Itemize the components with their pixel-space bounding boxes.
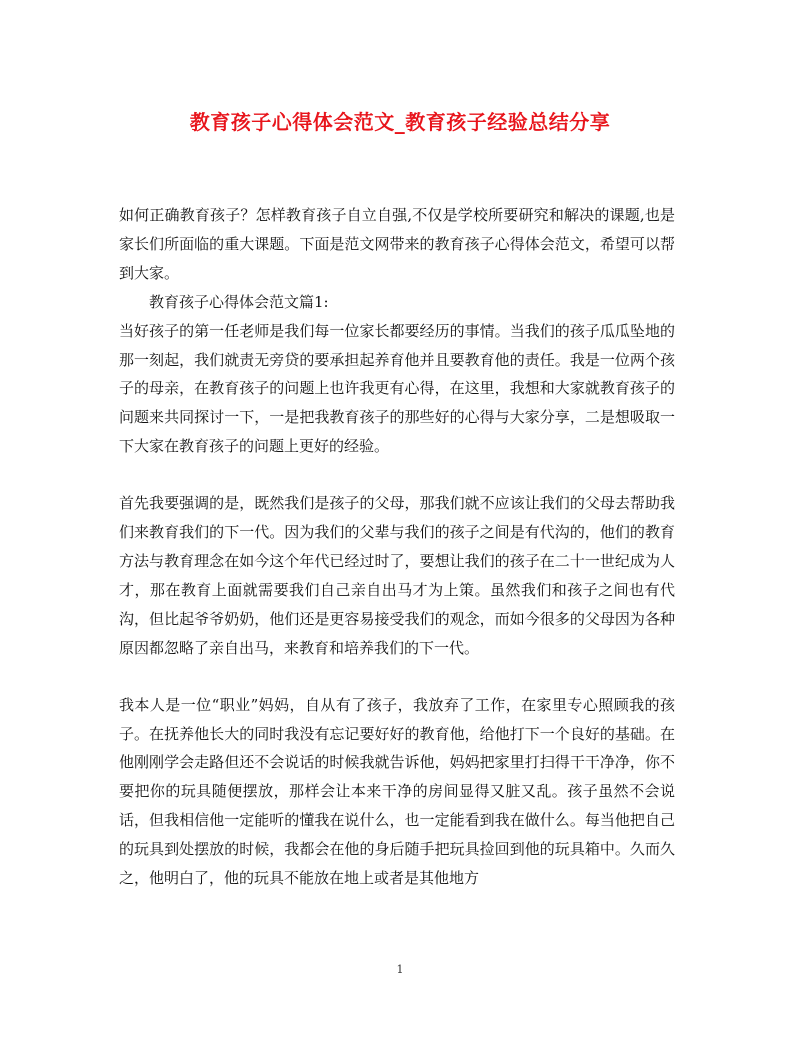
page-number: 1: [396, 963, 404, 976]
body-paragraph-1: 当好孩子的第一任老师是我们每一位家长都要经历的事情。当我们的孩子瓜瓜坠地的那一刻起，我们就责无旁贷的要承担起养育他并且要教育他的责任。我是一位两个孩子的母亲，在教育孩子的问题上也许我更有心得，在这里，我想和大家就教育孩子的问题来共同探讨一下，一是把我教育孩子的那些好的心得与大家分享，二是想吸取一下大家在教育孩子的问题上更好的经验。: [119, 321, 675, 456]
paragraph-gap: [119, 663, 675, 691]
document-body: [119, 201, 675, 893]
section-subheading: 教育孩子心得体会范文篇1:: [149, 292, 329, 311]
body-paragraph-2: 首先我要强调的是，既然我们是孩子的父母，那我们就不应该让我们的父母去帮助我们来教育我们的下一代。因为我们的父辈与我们的孩子之间是有代沟的，他们的教育方法与教育理念在如今这个年代已经过时了，要想让我们的孩子在二十一世纪成为人才，那在教育上面就需要我们自己亲自出马才为上策。虽然我们和孩子之间也有代沟，但比起爷爷奶奶，他们还是更容易接受我们的观念，而如今很多的父母因为各种原因都忽略了亲自出马，来教育和培养我们的下一代。: [119, 494, 675, 657]
intro-paragraph: 如何正确教育孩子？怎样教育孩子自立自强,不仅是学校所要研究和解决的课题,也是家长们所面临的重大课题。下面是范文网带来的教育孩子心得体会范文，希望可以帮到大家。: [119, 206, 675, 282]
paragraph-gap: [119, 461, 675, 489]
body-paragraph-3: 我本人是一位“职业”妈妈，自从有了孩子，我放弃了工作，在家里专心照顾我的孩子。在抚养他长大的同时我没有忘记要好好的教育他，给他打下一个良好的基础。在他刚刚学会走路但还不会说话的时候我就告诉他，妈妈把家里打扫得干干净净，你不要把你的玩具随便摆放，那样会让本来干净的房间显得又脏又乱。孩子虽然不会说话，但我相信他一定能听的懂我在说什么，也一定能看到我在做什么。每当他把自己的玩具到处摆放的时候，我都会在他的身后随手把玩具捡回到他的玩具箱中。久而久之，他明白了，他的玩具不能放在地上或者是其他地方: [119, 695, 675, 888]
document-title: 教育孩子心得体会范文_教育孩子经验总结分享: [189, 110, 611, 134]
